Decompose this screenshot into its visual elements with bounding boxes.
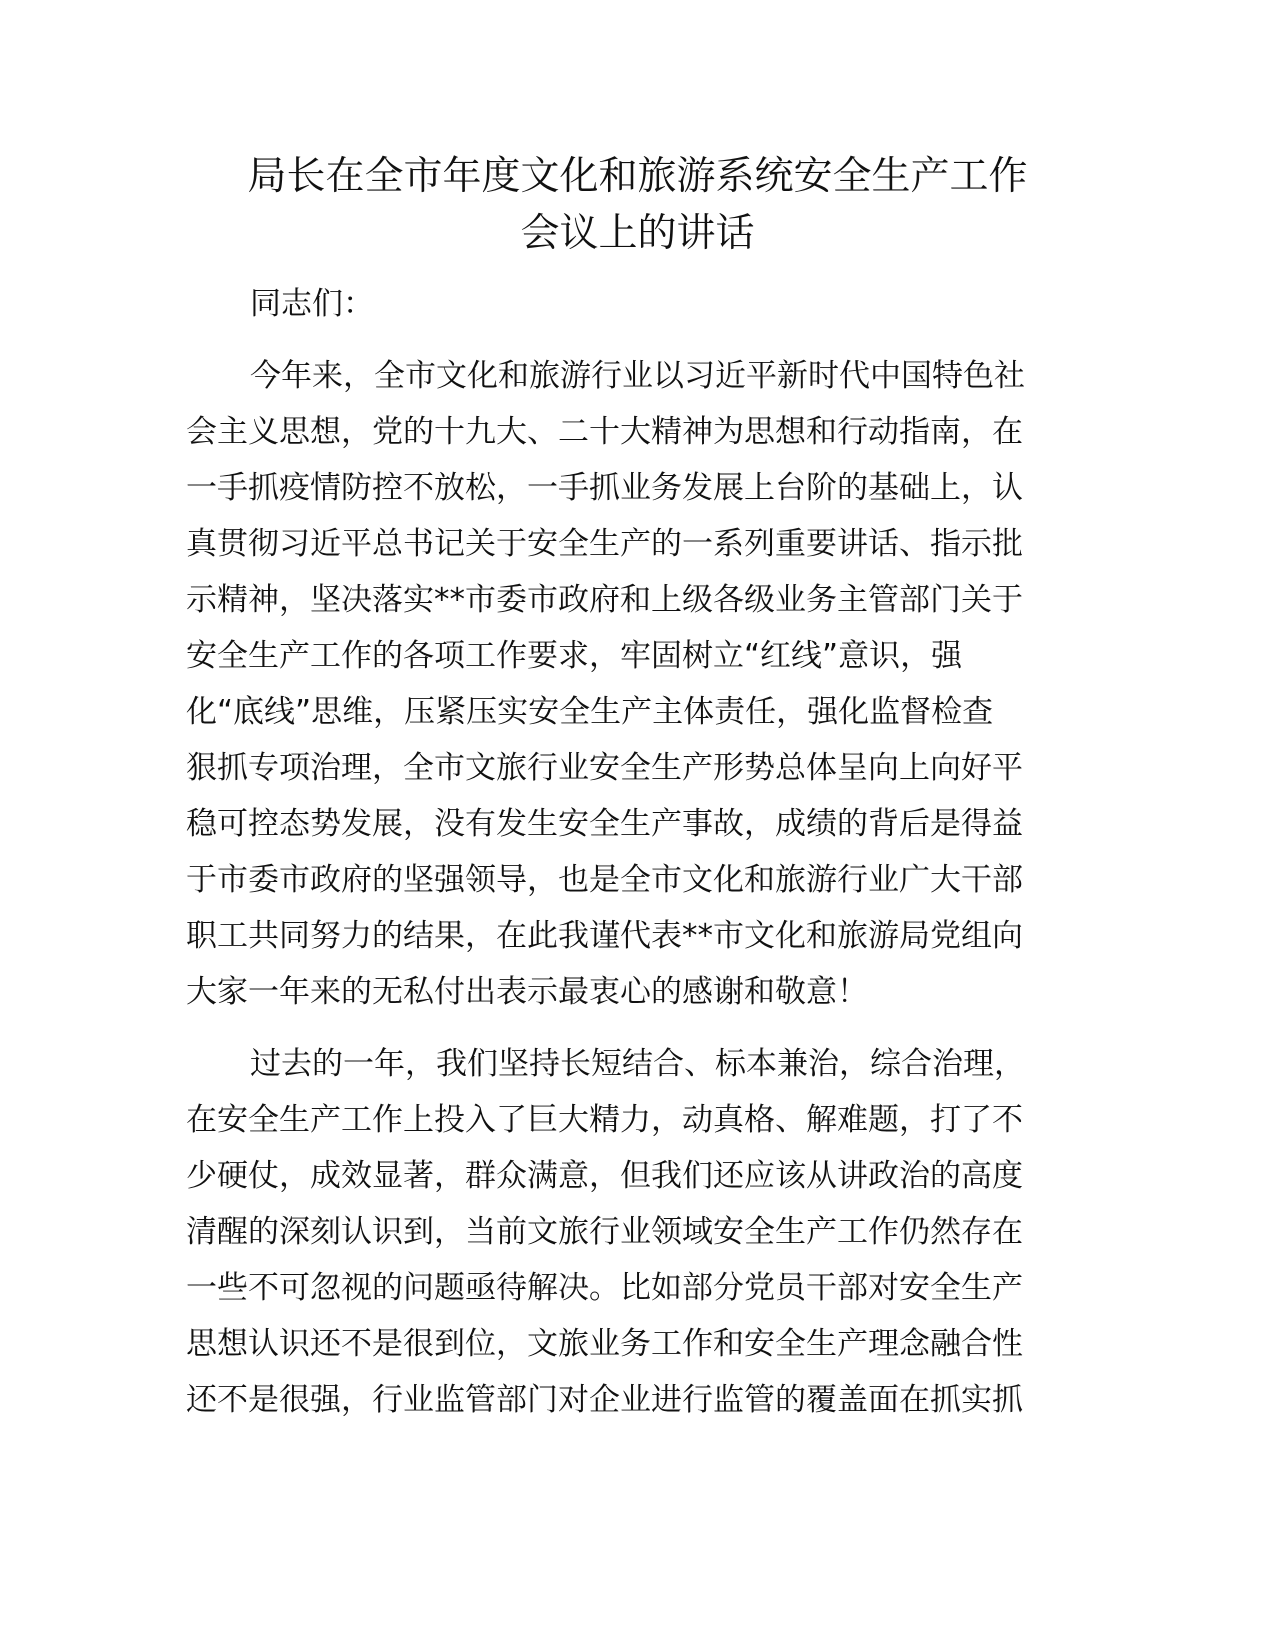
document-body [186, 276, 1086, 1428]
paragraph-line: 职工共同努力的结果，在此我谨代表**市文化和旅游局党组向 [186, 918, 1023, 954]
paragraph-line: 在安全生产工作上投入了巨大精力，动真格、解难题，打了不 [186, 1102, 1023, 1138]
paragraph-line: 少硬仗，成效显著，群众满意，但我们还应该从讲政治的高度 [186, 1158, 1023, 1194]
title-line-2: 会议上的讲话 [520, 211, 755, 256]
paragraph-line: 安全生产工作的各项工作要求，牢固树立“红线”意识，强 [186, 638, 963, 674]
paragraph-line: 会主义思想，党的十九大、二十大精神为思想和行动指南，在 [186, 414, 1023, 450]
paragraph-line: 一些不可忽视的问题亟待解决。比如部分党员干部对安全生产 [186, 1270, 1023, 1306]
paragraph-line: 化“底线”思维，压紧压实安全生产主体责任，强化监督检查 [186, 694, 994, 730]
title-line-1: 局长在全市年度文化和旅游系统安全生产工作 [247, 154, 1028, 199]
paragraph-line: 今年来，全市文化和旅游行业以习近平新时代中国特色社 [250, 358, 1025, 394]
paragraph-line: 稳可控态势发展，没有发生安全生产事故，成绩的背后是得益 [186, 806, 1023, 842]
paragraph-line: 大家一年来的无私付出表示最衷心的感谢和敬意！ [186, 974, 868, 1010]
paragraph-1 [186, 348, 1086, 1020]
greeting-text: 同志们： [250, 286, 374, 322]
document-title [150, 148, 1125, 262]
paragraph-line: 清醒的深刻认识到，当前文旅行业领域安全生产工作仍然存在 [186, 1214, 1023, 1250]
paragraph-line: 于市委市政府的坚强领导，也是全市文化和旅游行业广大干部 [186, 862, 1023, 898]
paragraph-2 [186, 1036, 1086, 1428]
paragraph-line: 示精神，坚决落实**市委市政府和上级各级业务主管部门关于 [186, 582, 1023, 618]
paragraph-line: 一手抓疫情防控不放松，一手抓业务发展上台阶的基础上，认 [186, 470, 1023, 506]
paragraph-line: 还不是很强，行业监管部门对企业进行监管的覆盖面在抓实抓 [186, 1382, 1023, 1418]
paragraph-line: 过去的一年，我们坚持长短结合、标本兼治，综合治理， [250, 1046, 1025, 1082]
paragraph-line: 思想认识还不是很到位，文旅业务工作和安全生产理念融合性 [186, 1326, 1023, 1362]
paragraph-line: 真贯彻习近平总书记关于安全生产的一系列重要讲话、指示批 [186, 526, 1023, 562]
paragraph-line: 狠抓专项治理，全市文旅行业安全生产形势总体呈向上向好平 [186, 750, 1023, 786]
greeting [186, 276, 1086, 332]
